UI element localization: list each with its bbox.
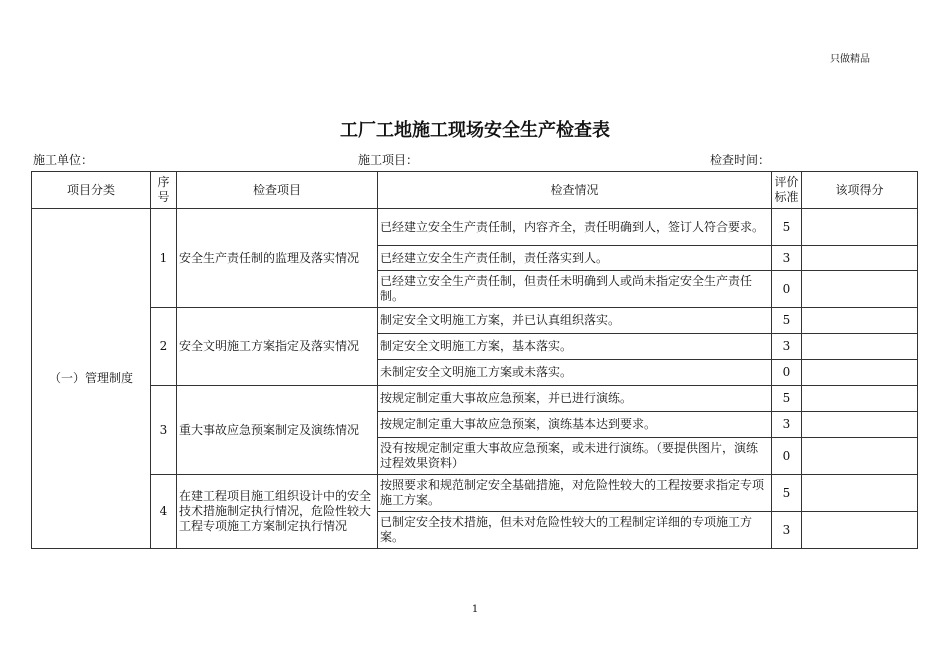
check-item-cell: 重大事故应急预案制定及演练情况: [177, 386, 378, 475]
standard-cell: 0: [772, 360, 802, 386]
standard-cell: 3: [772, 334, 802, 360]
score-cell[interactable]: [802, 334, 918, 360]
category-cell: （一）管理制度: [32, 209, 151, 549]
check-item-cell: 安全生产责任制的监理及落实情况: [177, 209, 378, 308]
situation-cell: 制定安全文明施工方案，并已认真组织落实。: [378, 308, 772, 334]
header-item: 检查项目: [177, 172, 378, 209]
seq-cell: 2: [151, 308, 177, 386]
situation-cell: 按规定制定重大事故应急预案，并已进行演练。: [378, 386, 772, 412]
situation-cell: 未制定安全文明施工方案或未落实。: [378, 360, 772, 386]
situation-cell: 已经建立安全生产责任制，内容齐全，责任明确到人，签订人符合要求。: [378, 209, 772, 246]
header-seq-line-2: 号: [157, 190, 170, 204]
document-title: 工厂工地施工现场安全生产检查表: [340, 120, 610, 141]
header-seq-line-1: 序: [157, 175, 170, 189]
seq-cell: 3: [151, 386, 177, 475]
standard-cell: 5: [772, 386, 802, 412]
header-standard: [772, 172, 802, 209]
check-item-cell: 安全文明施工方案指定及落实情况: [177, 308, 378, 386]
standard-cell: 5: [772, 209, 802, 246]
header-score: 该项得分: [802, 172, 918, 209]
situation-cell: 已经建立安全生产责任制，但责任未明确到人或尚未指定安全生产责任制。: [378, 271, 772, 308]
situation-cell: 没有按规定制定重大事故应急预案，或未进行演练。（要提供图片，演练过程效果资料）: [378, 438, 772, 475]
header-situation: 检查情况: [378, 172, 772, 209]
score-cell[interactable]: [802, 475, 918, 512]
header-note: 只做精品: [830, 54, 870, 65]
standard-cell: 3: [772, 412, 802, 438]
standard-cell: 0: [772, 271, 802, 308]
score-cell[interactable]: [802, 271, 918, 308]
situation-cell: 已制定安全技术措施，但未对危险性较大的工程制定详细的专项施工方案。: [378, 512, 772, 549]
score-cell[interactable]: [802, 438, 918, 475]
standard-cell: 0: [772, 438, 802, 475]
header-row: [32, 172, 918, 209]
header-seq: [151, 172, 177, 209]
situation-cell: 按照要求和规范制定安全基础措施，对危险性较大的工程按要求指定专项施工方案。: [378, 475, 772, 512]
score-cell[interactable]: [802, 512, 918, 549]
header-category: 项目分类: [32, 172, 151, 209]
standard-cell: 5: [772, 475, 802, 512]
score-cell[interactable]: [802, 209, 918, 246]
score-cell[interactable]: [802, 308, 918, 334]
table-row: [32, 475, 918, 512]
page-number: 1: [471, 604, 479, 615]
situation-cell: 已经建立安全生产责任制，责任落实到人。: [378, 246, 772, 271]
standard-cell: 5: [772, 308, 802, 334]
score-cell[interactable]: [802, 412, 918, 438]
score-cell[interactable]: [802, 386, 918, 412]
seq-cell: 4: [151, 475, 177, 549]
situation-cell: 制定安全文明施工方案，基本落实。: [378, 334, 772, 360]
header-standard-line-2: 标准: [774, 190, 799, 204]
table-row: [32, 386, 918, 412]
construction-unit-label: 施工单位：: [33, 153, 94, 167]
standard-cell: 3: [772, 512, 802, 549]
seq-cell: 1: [151, 209, 177, 308]
situation-cell: 按规定制定重大事故应急预案，演练基本达到要求。: [378, 412, 772, 438]
standard-cell: 3: [772, 246, 802, 271]
header-standard-line-1: 评价: [774, 175, 799, 189]
table-row: [32, 308, 918, 334]
safety-inspection-table: [31, 171, 918, 549]
inspection-time-label: 检查时间：: [710, 153, 771, 167]
construction-project-label: 施工项目：: [358, 153, 419, 167]
table-row: [32, 209, 918, 246]
score-cell[interactable]: [802, 360, 918, 386]
score-cell[interactable]: [802, 246, 918, 271]
check-item-cell: 在建工程项目施工组织设计中的安全技术措施制定执行情况，危险性较大工程专项施工方案制定执行情况: [177, 475, 378, 549]
